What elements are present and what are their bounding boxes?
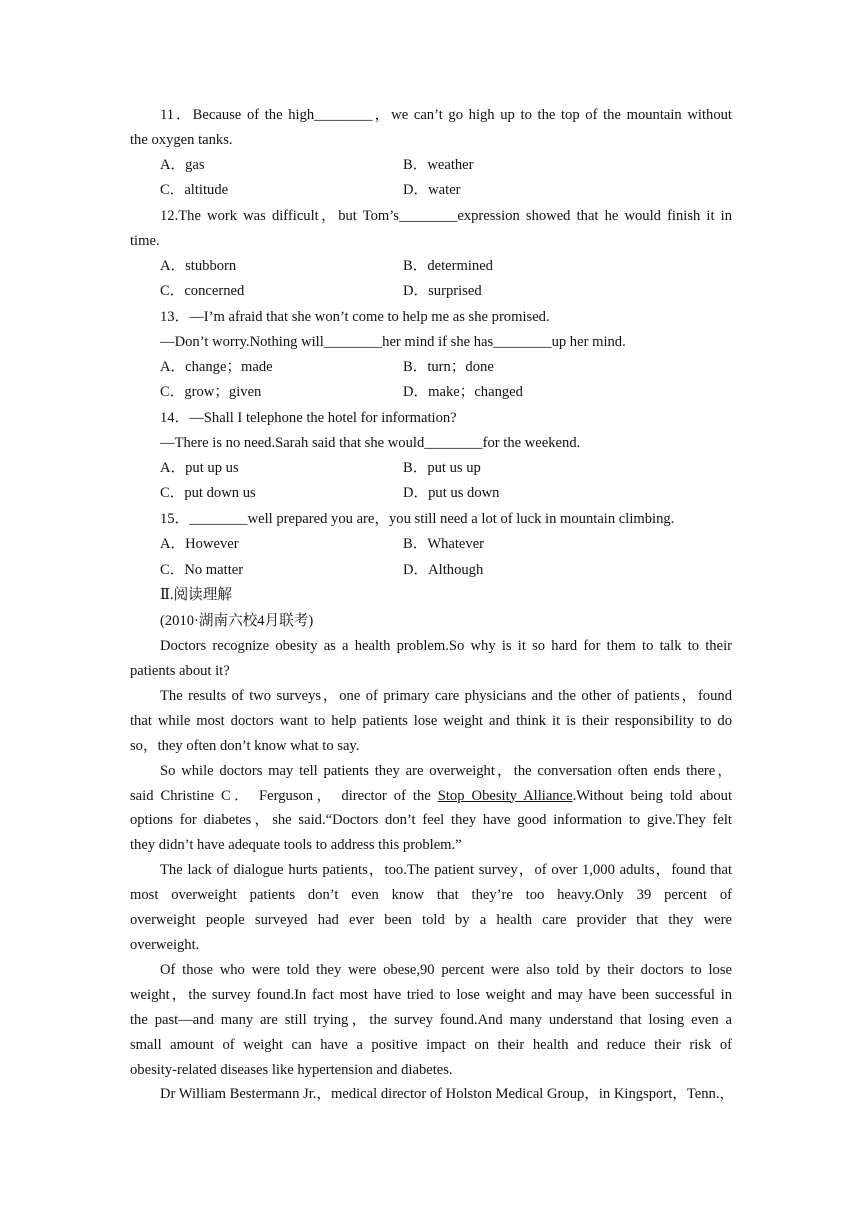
passage-line: overweight. <box>130 936 200 953</box>
section-title: Ⅱ.阅读理解 <box>160 587 232 604</box>
option-c: C．grow；given <box>160 384 262 401</box>
question-15 <box>130 507 732 583</box>
passage-text: .Without being told about <box>572 787 733 804</box>
option-d: D．Although <box>403 561 484 578</box>
passage-line: most overweight patients don’t even know that they’re too heavy.Only 39 percent of <box>130 887 732 904</box>
passage-line: weight，the survey found.In fact most have tried to lose weight and may have been successful in <box>130 986 732 1003</box>
passage-line: Of those who were told they were obese,90 percent were also told by their doctors to lose <box>160 961 732 978</box>
passage-line: overweight people surveyed had ever been told by a health care provider that they were <box>130 912 732 929</box>
passage-line: Dr William Bestermann Jr.，medical director of Holston Medical Group，in Kingsport，Tenn.， <box>160 1086 735 1103</box>
passage-line: The results of two surveys，one of primary care physicians and the other of patients，found <box>160 687 732 704</box>
passage-line: obesity-related diseases like hypertension and diabetes. <box>130 1061 453 1078</box>
option-row <box>130 355 732 381</box>
passage-paragraph-6 <box>130 1082 735 1107</box>
option-d: D．surprised <box>403 283 482 300</box>
option-b: B．put us up <box>403 459 481 476</box>
passage-paragraph-1 <box>130 634 732 684</box>
question-14 <box>130 406 732 507</box>
option-c: C．put down us <box>160 485 256 502</box>
question-13 <box>130 305 732 406</box>
passage-paragraph-2 <box>130 684 732 759</box>
passage-line: patients about it? <box>130 663 230 679</box>
question-stem: 14．—Shall I telephone the hotel for information? <box>160 410 457 426</box>
option-d: D．water <box>403 182 461 199</box>
stop-obesity-alliance-link: Stop Obesity Alliance <box>437 787 573 804</box>
question-12 <box>130 204 732 305</box>
question-stem: time. <box>130 232 160 249</box>
option-row <box>130 254 732 280</box>
document-page <box>130 103 735 1107</box>
section-source: (2010·湖南六校4月联考) <box>160 612 314 629</box>
passage-paragraph-3 <box>130 759 732 859</box>
question-stem: 11．Because of the high________，we can’t go high up to the top of the mountain without <box>160 107 732 123</box>
passage-line: small amount of weight can have a positive impact on their health and reduce their risk of <box>130 1036 732 1053</box>
question-stem: 12.The work was difficult，but Tom’s________expression showed that he would finish it in <box>160 208 732 224</box>
option-a: A．However <box>160 535 239 552</box>
passage-paragraph-4 <box>130 858 732 958</box>
option-b: B．turn；done <box>403 358 494 375</box>
passage-line: So while doctors may tell patients they are overweight，the conversation often ends there， <box>160 762 732 779</box>
option-row <box>130 380 732 406</box>
option-c: C．concerned <box>160 283 245 300</box>
passage-line: the past—and many are still trying，the survey found.And many understand that losing even a <box>130 1011 732 1028</box>
option-d: D．make；changed <box>403 384 523 401</box>
option-d: D．put us down <box>403 485 500 502</box>
option-a: A．gas <box>160 156 205 173</box>
option-row <box>130 456 732 482</box>
question-stem: —There is no need.Sarah said that she would________for the weekend. <box>160 434 581 451</box>
passage-line: options for diabetes，she said.“Doctors don’t feel they have good information to give.They felt <box>130 812 732 829</box>
option-c: C．altitude <box>160 182 229 199</box>
passage-line: that while most doctors want to help patients lose weight and think it is their responsibility to do <box>130 712 732 729</box>
question-stem: —Don’t worry.Nothing will________her mind if she has________up her mind. <box>160 333 626 350</box>
passage-line: they didn’t have adequate tools to address this problem.” <box>130 837 462 854</box>
question-stem: 13．—I’m afraid that she won’t come to help me as she promised. <box>160 309 550 325</box>
question-stem: the oxygen tanks. <box>130 131 233 148</box>
option-b: B．determined <box>403 257 493 274</box>
passage-line <box>130 784 732 809</box>
option-row <box>130 178 732 204</box>
option-row <box>130 279 732 305</box>
question-stem: 15．________well prepared you are，you still need a lot of luck in mountain climbing. <box>160 511 675 527</box>
passage-line: Doctors recognize obesity as a health problem.So why is it so hard for them to talk to their <box>160 638 732 655</box>
option-c: C．No matter <box>160 561 244 578</box>
option-row <box>130 481 732 507</box>
question-11 <box>130 103 732 204</box>
passage-line: The lack of dialogue hurts patients，too.The patient survey，of over 1,000 adults，found that <box>160 862 732 879</box>
option-b: B．Whatever <box>403 535 485 552</box>
option-row <box>130 558 732 584</box>
passage-paragraph-5 <box>130 958 732 1083</box>
option-row <box>130 153 732 179</box>
option-row <box>130 532 732 558</box>
passage-line: so，they often don’t know what to say. <box>130 737 360 754</box>
option-a: A．put up us <box>160 459 239 476</box>
passage-text: said Christine C． Ferguson， director of the <box>130 787 438 804</box>
option-a: A．change；made <box>160 358 273 375</box>
option-b: B．weather <box>403 156 474 173</box>
option-a: A．stubborn <box>160 257 237 274</box>
